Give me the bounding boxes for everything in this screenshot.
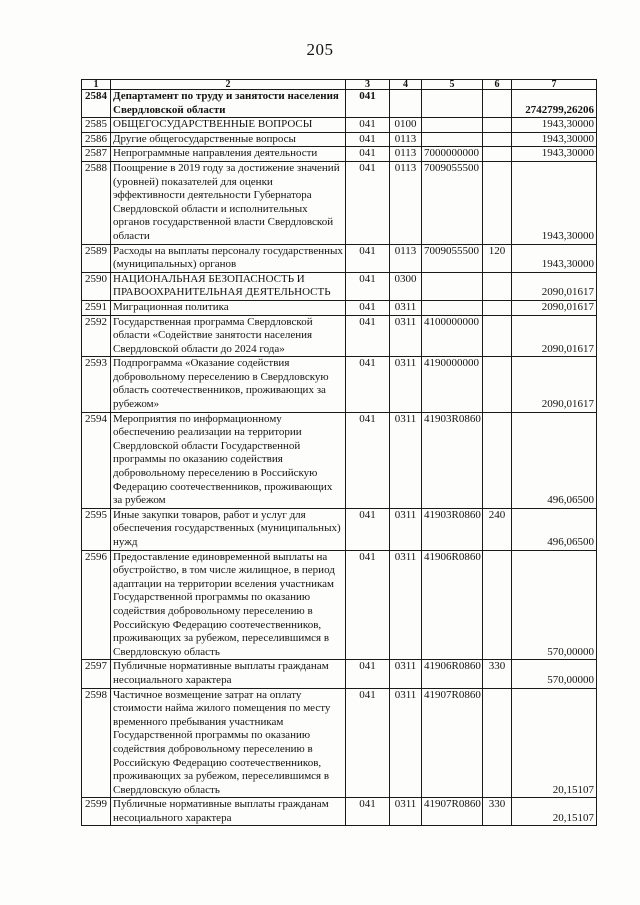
amount-cell: 2742799,26206 [512, 90, 597, 118]
table-row [82, 300, 597, 315]
column-header: 3 [346, 80, 390, 90]
row-name-cell: Иные закупки товаров, работ и услуг для обеспечения государственных (муниципальных) нужд [111, 508, 346, 550]
section-code-cell: 0311 [390, 798, 422, 826]
row-number-cell: 2596 [82, 550, 111, 660]
expense-type-cell [483, 357, 512, 412]
row-number-cell: 2594 [82, 412, 111, 508]
section-code-cell: 0113 [390, 161, 422, 244]
ministry-code-cell: 041 [346, 132, 390, 147]
amount-cell: 1943,30000 [512, 118, 597, 133]
ministry-code-cell: 041 [346, 147, 390, 162]
row-number-cell: 2585 [82, 118, 111, 133]
expense-type-cell [483, 161, 512, 244]
section-code-cell: 0311 [390, 550, 422, 660]
expense-type-cell [483, 412, 512, 508]
table-row [82, 118, 597, 133]
expense-type-cell [483, 688, 512, 798]
table-row [82, 132, 597, 147]
amount-cell: 20,15107 [512, 798, 597, 826]
row-name-cell: Предоставление единовременной выплаты на обустройство, в том числе жилищное, в период адаптации на территории вселения участникам Государственной программы по оказанию содействия добровольному переселению в Российскую Федерацию соотечественников, проживающих за рубежом, переселившимся в Свердловскую область [111, 550, 346, 660]
amount-cell: 1943,30000 [512, 244, 597, 272]
section-code-cell: 0311 [390, 508, 422, 550]
row-name-cell: Государственная программа Свердловской области «Содействие занятости населения Свердловской области до 2024 года» [111, 315, 346, 357]
amount-cell: 1943,30000 [512, 132, 597, 147]
table-row [82, 147, 597, 162]
row-number-cell: 2595 [82, 508, 111, 550]
ministry-code-cell: 041 [346, 161, 390, 244]
amount-cell: 1943,30000 [512, 161, 597, 244]
ministry-code-cell: 041 [346, 357, 390, 412]
budget-table [81, 79, 597, 826]
row-number-cell: 2588 [82, 161, 111, 244]
amount-cell: 20,15107 [512, 688, 597, 798]
expense-type-cell: 240 [483, 508, 512, 550]
expense-type-cell [483, 147, 512, 162]
table-row [82, 798, 597, 826]
table-row [82, 412, 597, 508]
amount-cell: 2090,01617 [512, 315, 597, 357]
expense-type-cell [483, 118, 512, 133]
target-code-cell: 7009055500 [422, 244, 483, 272]
amount-cell: 1943,30000 [512, 147, 597, 162]
amount-cell: 570,00000 [512, 660, 597, 688]
column-header: 4 [390, 80, 422, 90]
ministry-code-cell: 041 [346, 272, 390, 300]
column-header: 7 [512, 80, 597, 90]
row-number-cell: 2597 [82, 660, 111, 688]
row-number-cell: 2592 [82, 315, 111, 357]
row-name-cell: Поощрение в 2019 году за достижение значений (уровней) показателей для оценки эффективности деятельности Губернатора Свердловской области и исполнительных органов государственной власти Свердловской области [111, 161, 346, 244]
column-header: 5 [422, 80, 483, 90]
row-number-cell: 2599 [82, 798, 111, 826]
ministry-code-cell: 041 [346, 90, 390, 118]
amount-cell: 496,06500 [512, 508, 597, 550]
amount-cell: 2090,01617 [512, 357, 597, 412]
expense-type-cell: 120 [483, 244, 512, 272]
row-name-cell: Расходы на выплаты персоналу государственных (муниципальных) органов [111, 244, 346, 272]
section-code-cell [390, 90, 422, 118]
row-number-cell: 2586 [82, 132, 111, 147]
section-code-cell: 0311 [390, 660, 422, 688]
section-code-cell: 0300 [390, 272, 422, 300]
section-code-cell: 0100 [390, 118, 422, 133]
table-row [82, 244, 597, 272]
expense-type-cell [483, 272, 512, 300]
column-header: 6 [483, 80, 512, 90]
expense-type-cell [483, 132, 512, 147]
target-code-cell: 41907R0860 [422, 688, 483, 798]
expense-type-cell [483, 315, 512, 357]
target-code-cell [422, 118, 483, 133]
row-number-cell: 2590 [82, 272, 111, 300]
amount-cell: 2090,01617 [512, 300, 597, 315]
target-code-cell [422, 272, 483, 300]
ministry-code-cell: 041 [346, 688, 390, 798]
ministry-code-cell: 041 [346, 118, 390, 133]
column-header: 2 [111, 80, 346, 90]
target-code-cell [422, 132, 483, 147]
row-name-cell: ОБЩЕГОСУДАРСТВЕННЫЕ ВОПРОСЫ [111, 118, 346, 133]
amount-cell: 496,06500 [512, 412, 597, 508]
row-number-cell: 2587 [82, 147, 111, 162]
target-code-cell: 41906R0860 [422, 550, 483, 660]
row-name-cell: Частичное возмещение затрат на оплату стоимости найма жилого помещения по месту временного пребывания участникам Государственной программы по оказанию содействия добровольному переселению в Российскую Федерацию соотечественников, проживающих за рубежом, переселившимся в Свердловскую область [111, 688, 346, 798]
ministry-code-cell: 041 [346, 244, 390, 272]
row-name-cell: Другие общегосударственные вопросы [111, 132, 346, 147]
row-name-cell: Публичные нормативные выплаты гражданам несоциального характера [111, 798, 346, 826]
target-code-cell: 7000000000 [422, 147, 483, 162]
table-row [82, 688, 597, 798]
row-number-cell: 2598 [82, 688, 111, 798]
section-code-cell: 0113 [390, 147, 422, 162]
ministry-code-cell: 041 [346, 412, 390, 508]
page-number: 205 [306, 40, 334, 59]
row-name-cell: Публичные нормативные выплаты гражданам несоциального характера [111, 660, 346, 688]
row-number-cell: 2591 [82, 300, 111, 315]
row-number-cell: 2593 [82, 357, 111, 412]
row-name-cell: Непрограммные направления деятельности [111, 147, 346, 162]
row-name-cell: Миграционная политика [111, 300, 346, 315]
target-code-cell: 41903R0860 [422, 508, 483, 550]
table-body [82, 90, 597, 826]
section-code-cell: 0113 [390, 132, 422, 147]
table-row [82, 272, 597, 300]
section-code-cell: 0113 [390, 244, 422, 272]
expense-type-cell [483, 90, 512, 118]
row-name-cell: Подпрограмма «Оказание содействия добровольному переселению в Свердловскую область соотечественников, проживающих за рубежом» [111, 357, 346, 412]
ministry-code-cell: 041 [346, 300, 390, 315]
table-row [82, 161, 597, 244]
expense-type-cell [483, 550, 512, 660]
section-code-cell: 0311 [390, 300, 422, 315]
expense-type-cell: 330 [483, 798, 512, 826]
ministry-code-cell: 041 [346, 798, 390, 826]
section-code-cell: 0311 [390, 315, 422, 357]
row-name-cell: Мероприятия по информационному обеспечению реализации на территории Свердловской области Государственной программы по оказанию содействия добровольному переселению в Российскую Федерацию соотечественников, проживающих за рубежом [111, 412, 346, 508]
target-code-cell: 41906R0860 [422, 660, 483, 688]
target-code-cell [422, 300, 483, 315]
ministry-code-cell: 041 [346, 660, 390, 688]
table-row [82, 315, 597, 357]
target-code-cell: 41903R0860 [422, 412, 483, 508]
target-code-cell [422, 90, 483, 118]
table-row [82, 90, 597, 118]
target-code-cell: 41907R0860 [422, 798, 483, 826]
amount-cell: 2090,01617 [512, 272, 597, 300]
ministry-code-cell: 041 [346, 315, 390, 357]
expense-type-cell: 330 [483, 660, 512, 688]
row-name-cell: НАЦИОНАЛЬНАЯ БЕЗОПАСНОСТЬ И ПРАВООХРАНИТЕЛЬНАЯ ДЕЯТЕЛЬНОСТЬ [111, 272, 346, 300]
row-name-cell: Департамент по труду и занятости населения Свердловской области [111, 90, 346, 118]
section-code-cell: 0311 [390, 412, 422, 508]
target-code-cell: 4100000000 [422, 315, 483, 357]
expense-type-cell [483, 300, 512, 315]
column-header: 1 [82, 80, 111, 90]
table-row [82, 357, 597, 412]
section-code-cell: 0311 [390, 688, 422, 798]
ministry-code-cell: 041 [346, 508, 390, 550]
table-row [82, 660, 597, 688]
ministry-code-cell: 041 [346, 550, 390, 660]
section-code-cell: 0311 [390, 357, 422, 412]
column-number-row [82, 80, 597, 90]
amount-cell: 570,00000 [512, 550, 597, 660]
table-row [82, 508, 597, 550]
row-number-cell: 2589 [82, 244, 111, 272]
target-code-cell: 4190000000 [422, 357, 483, 412]
table-row [82, 550, 597, 660]
row-number-cell: 2584 [82, 90, 111, 118]
target-code-cell: 7009055500 [422, 161, 483, 244]
